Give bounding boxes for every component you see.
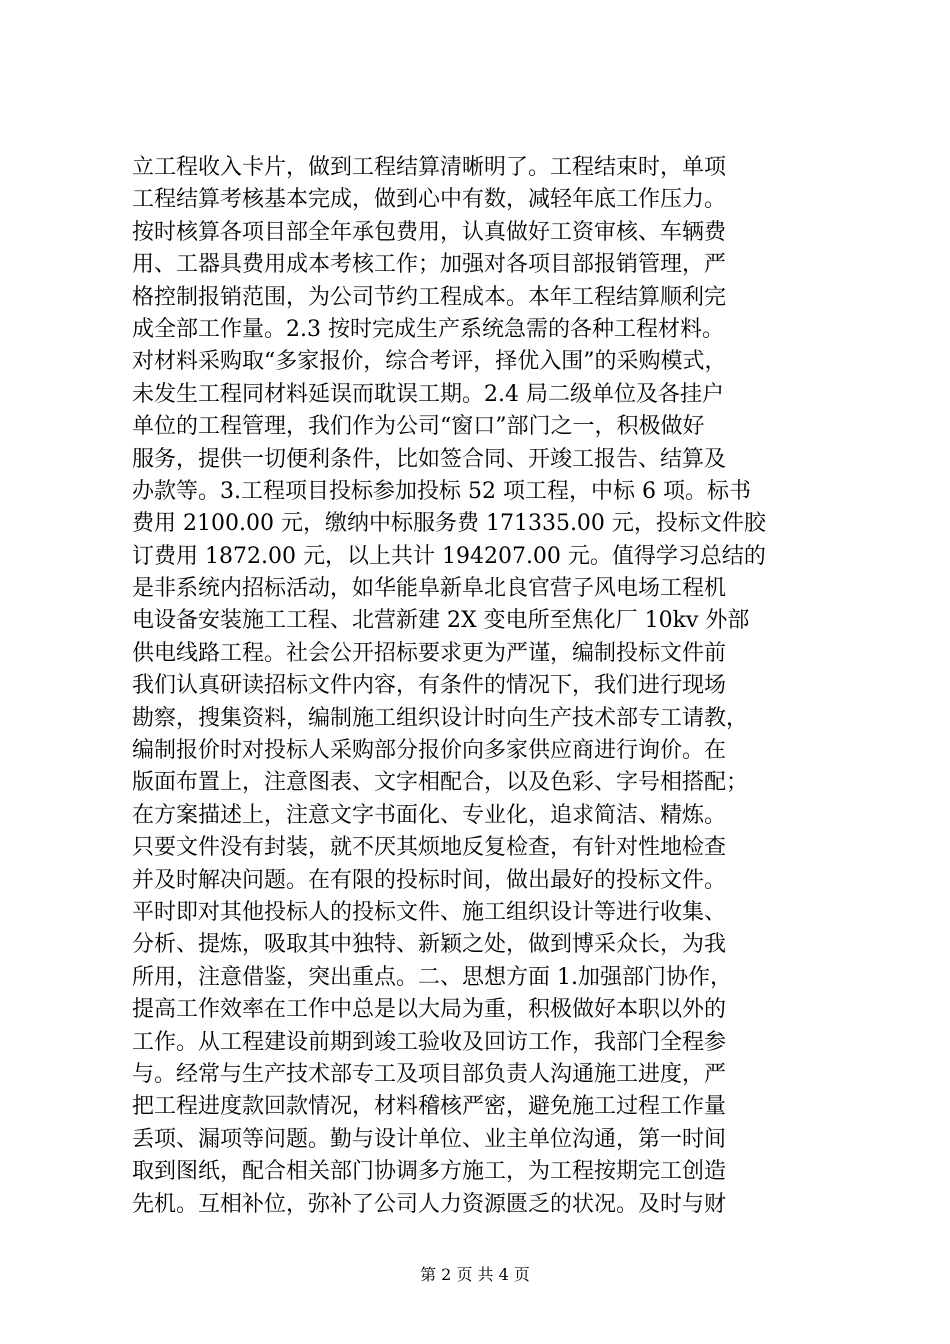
- text-line: 把工程进度款回款情况，材料稽核严密，避免施工过程工作量: [132, 1094, 727, 1120]
- text-line: 单位的工程管理，我们作为公司“窗口”部门之一，积极做好: [132, 414, 705, 440]
- page-number: 第 2 页 共 4 页: [420, 1265, 530, 1284]
- text-line: 分析、提炼，吸取其中独特、新颖之处，做到博采众长，为我: [132, 932, 727, 958]
- text-line: 供电线路工程。社会公开招标要求更为严谨，编制投标文件前: [132, 640, 727, 666]
- text-line: 工程结算考核基本完成，做到心中有数，减轻年底工作压力。: [132, 187, 727, 213]
- text-line: 与。经常与生产技术部专工及项目部负责人沟通施工进度，严: [132, 1061, 727, 1087]
- text-line: 编制报价时对投标人采购部分报价向多家供应商进行询价。在: [132, 738, 727, 764]
- text-line: 办款等。3.工程项目投标参加投标 52 项工程，中标 6 项。标书: [132, 478, 751, 504]
- text-line: 丢项、漏项等问题。勤与设计单位、业主单位沟通，第一时间: [132, 1126, 727, 1152]
- text-line: 并及时解决问题。在有限的投标时间，做出最好的投标文件。: [132, 867, 727, 893]
- text-line: 取到图纸，配合相关部门协调多方施工，为工程按期完工创造: [132, 1159, 727, 1185]
- text-line: 只要文件没有封装，就不厌其烦地反复检查，有针对性地检查: [132, 835, 727, 861]
- text-line: 成全部工作量。2.3 按时完成生产系统急需的各种工程材料。: [132, 316, 724, 342]
- text-line: 电设备安装施工工程、北营新建 2X 变电所至焦化厂 10kv 外部: [132, 608, 750, 634]
- text-line: 费用 2100.00 元，缴纳中标服务费 171335.00 元，投标文件胶: [132, 511, 766, 537]
- body-text: [132, 152, 832, 1221]
- text-line: 按时核算各项目部全年承包费用，认真做好工资审核、车辆费: [132, 219, 727, 245]
- text-line: 工作。从工程建设前期到竣工验收及回访工作，我部门全程参: [132, 1029, 727, 1055]
- text-line: 在方案描述上，注意文字书面化、专业化，追求简洁、精炼。: [132, 802, 727, 828]
- text-line: 用、工器具费用成本考核工作；加强对各项目部报销管理，严: [132, 252, 727, 278]
- text-line: 订费用 1872.00 元，以上共计 194207.00 元。值得学习总结的: [132, 543, 766, 569]
- page-footer: [0, 1265, 950, 1285]
- text-line: 服务，提供一切便利条件，比如签合同、开竣工报告、结算及: [132, 446, 727, 472]
- text-line: 先机。互相补位，弥补了公司人力资源匮乏的状况。及时与财: [132, 1191, 727, 1217]
- text-line: 我们认真研读招标文件内容，有条件的情况下，我们进行现场: [132, 673, 727, 699]
- text-line: 版面布置上，注意图表、文字相配合，以及色彩、字号相搭配；: [132, 770, 749, 796]
- text-line: 是非系统内招标活动，如华能阜新阜北良官营子风电场工程机: [132, 576, 727, 602]
- text-line: 对材料采购取“多家报价，综合考评，择优入围”的采购模式，: [132, 349, 727, 375]
- text-line: 所用，注意借鉴，突出重点。二、思想方面 1.加强部门协作，: [132, 964, 732, 990]
- text-line: 立工程收入卡片，做到工程结算清晰明了。工程结束时，单项: [132, 155, 727, 180]
- text-line: 格控制报销范围，为公司节约工程成本。本年工程结算顺利完: [132, 284, 727, 310]
- text-line: 勘察，搜集资料，编制施工组织设计时向生产技术部专工请教，: [132, 705, 749, 731]
- text-line: 未发生工程同材料延误而耽误工期。2.4 局二级单位及各挂户: [132, 381, 724, 407]
- text-line: 提高工作效率在工作中总是以大局为重，积极做好本职以外的: [132, 997, 727, 1023]
- text-line: 平时即对其他投标人的投标文件、施工组织设计等进行收集、: [132, 899, 727, 925]
